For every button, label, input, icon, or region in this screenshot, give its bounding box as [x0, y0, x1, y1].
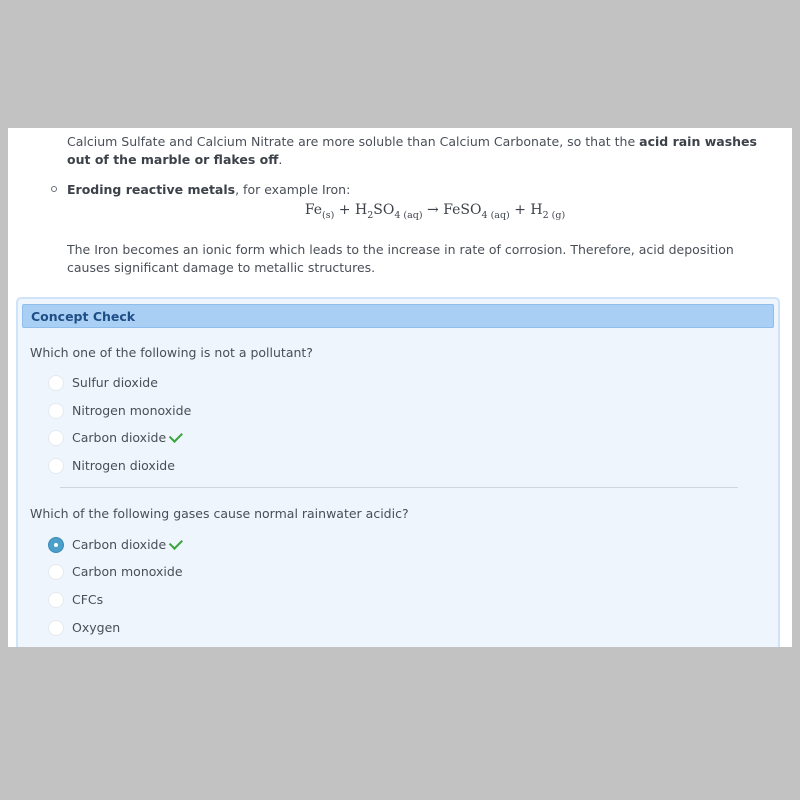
option-label: Carbon monoxide: [72, 564, 183, 579]
option-q1-nitrogen-monoxide[interactable]: [48, 402, 348, 422]
eq-h-sub: 2: [367, 209, 374, 221]
paragraph-bold-text: acid rain washes out of the marble or flakes off: [67, 134, 757, 167]
option-q2-oxygen[interactable]: [48, 619, 348, 639]
radio-button[interactable]: [48, 375, 64, 391]
radio-button[interactable]: [48, 564, 64, 580]
option-label-text: Carbon dioxide: [72, 537, 167, 552]
option-label: Sulfur dioxide: [72, 375, 158, 390]
eq-h: H: [354, 202, 368, 218]
divider: [60, 487, 738, 488]
concept-check-title: Concept Check: [31, 309, 136, 324]
paragraph-corrosion: The Iron becomes an ionic form which leads to the increase in rate of corrosion. Therefore, acid deposition causes significant damage to metallic structures.: [67, 242, 734, 275]
option-q1-sulfur-dioxide[interactable]: [48, 374, 348, 394]
bullet-item-metals: [67, 181, 777, 199]
radio-button-selected[interactable]: [48, 537, 64, 553]
radio-button[interactable]: [48, 403, 64, 419]
bullet-bold-text: Eroding reactive metals: [67, 182, 236, 197]
eq-so: SO: [373, 202, 395, 218]
option-label: Oxygen: [72, 620, 121, 635]
radio-button[interactable]: [48, 430, 64, 446]
eq-plus: +: [338, 202, 351, 218]
option-label: [72, 430, 184, 445]
eq-feso-sub: 4 (aq): [481, 209, 510, 221]
eq-so-sub: 4 (aq): [394, 209, 423, 221]
radio-button[interactable]: [48, 458, 64, 474]
paragraph-marble: [67, 133, 777, 169]
eq-plus: +: [514, 202, 526, 218]
question-1-text: Which one of the following is not a pollutant?: [30, 345, 313, 360]
eq-fe-sub: (s): [322, 209, 335, 221]
option-label: CFCs: [72, 592, 104, 607]
concept-check-card: [16, 297, 780, 647]
concept-check-header: [22, 304, 774, 328]
eq-h2: H: [530, 202, 543, 218]
eq-h2-sub: 2 (g): [542, 209, 566, 221]
option-label: Nitrogen dioxide: [72, 458, 175, 473]
option-q2-carbon-monoxide[interactable]: [48, 563, 348, 583]
option-q2-carbon-dioxide[interactable]: [48, 536, 348, 556]
option-q1-nitrogen-dioxide[interactable]: [48, 457, 348, 477]
chemical-equation: [8, 202, 792, 221]
bullet-text: , for example Iron:: [235, 182, 351, 197]
bullet-icon: [51, 186, 57, 192]
eq-feso: FeSO: [443, 202, 482, 218]
option-q1-carbon-dioxide[interactable]: [48, 429, 348, 449]
option-label: Nitrogen monoxide: [72, 403, 192, 418]
radio-button[interactable]: [48, 592, 64, 608]
option-label: [72, 537, 184, 552]
paragraph-end: .: [278, 152, 283, 167]
checkmark-icon: [169, 429, 183, 443]
radio-button[interactable]: [48, 620, 64, 636]
page: [8, 128, 792, 647]
option-label-text: Carbon dioxide: [72, 430, 167, 445]
option-q2-cfcs[interactable]: [48, 591, 348, 611]
paragraph-text: Calcium Sulfate and Calcium Nitrate are more soluble than Calcium Carbonate, so that the: [67, 134, 640, 149]
eq-arrow-icon: →: [427, 202, 439, 218]
eq-fe: Fe: [304, 202, 323, 218]
checkmark-icon: [169, 536, 183, 550]
question-2-text: Which of the following gases cause normal rainwater acidic?: [30, 506, 409, 521]
